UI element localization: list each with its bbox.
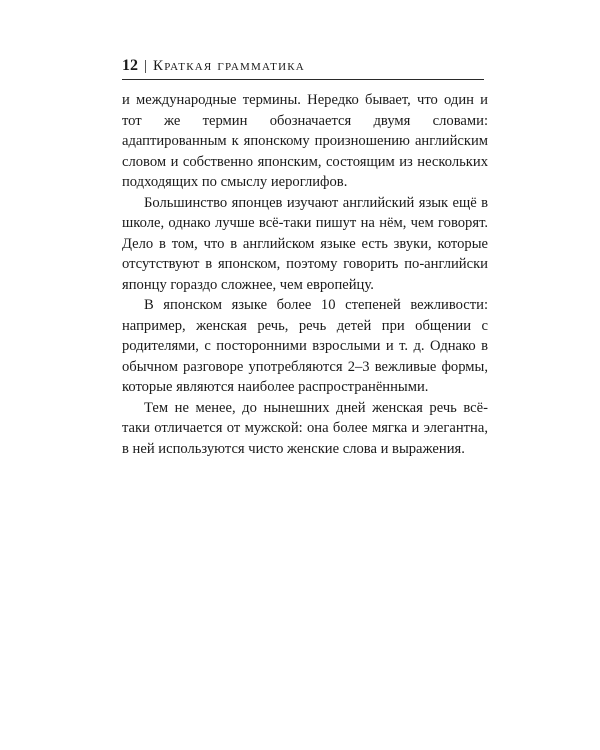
paragraph-4: Тем не менее, до нынешних дней женская речь всё-таки отличается от мужской: она более мягка и элегантна, в ней используются чисто женские слова и выражения. [122,399,488,457]
page-body [122,90,488,459]
paragraph-3: В японском языке более 10 степеней вежливости: например, женская речь, речь детей при общении с родителями, с посторонними взрослыми и т. д. Однако в обычном разговоре употребляются 2–3 вежливые формы, которые являются наиболее распространёнными. [122,297,488,395]
header-rule [122,79,484,80]
section-title: Краткая грамматика [153,58,305,74]
running-head [122,56,484,76]
page-number: 12 [122,57,138,74]
paragraph-2: Большинство японцев изучают английский язык ещё в школе, однако лучше всё-таки пишут на нём, чем говорят. Дело в том, что в английском языке есть звуки, которые отсутствуют в японском, поэтому говорить по-английски японцу гораздо сложнее, чем европейцу. [122,194,488,293]
paragraph-1: и международные термины. Нередко бывает, что один и тот же термин обозначается двумя словами: адаптированным к японскому произношению английским словом и собственно японским, состоящим из нескольких подходящих по смыслу иероглифов. [122,92,488,190]
header-separator: | [144,58,148,74]
